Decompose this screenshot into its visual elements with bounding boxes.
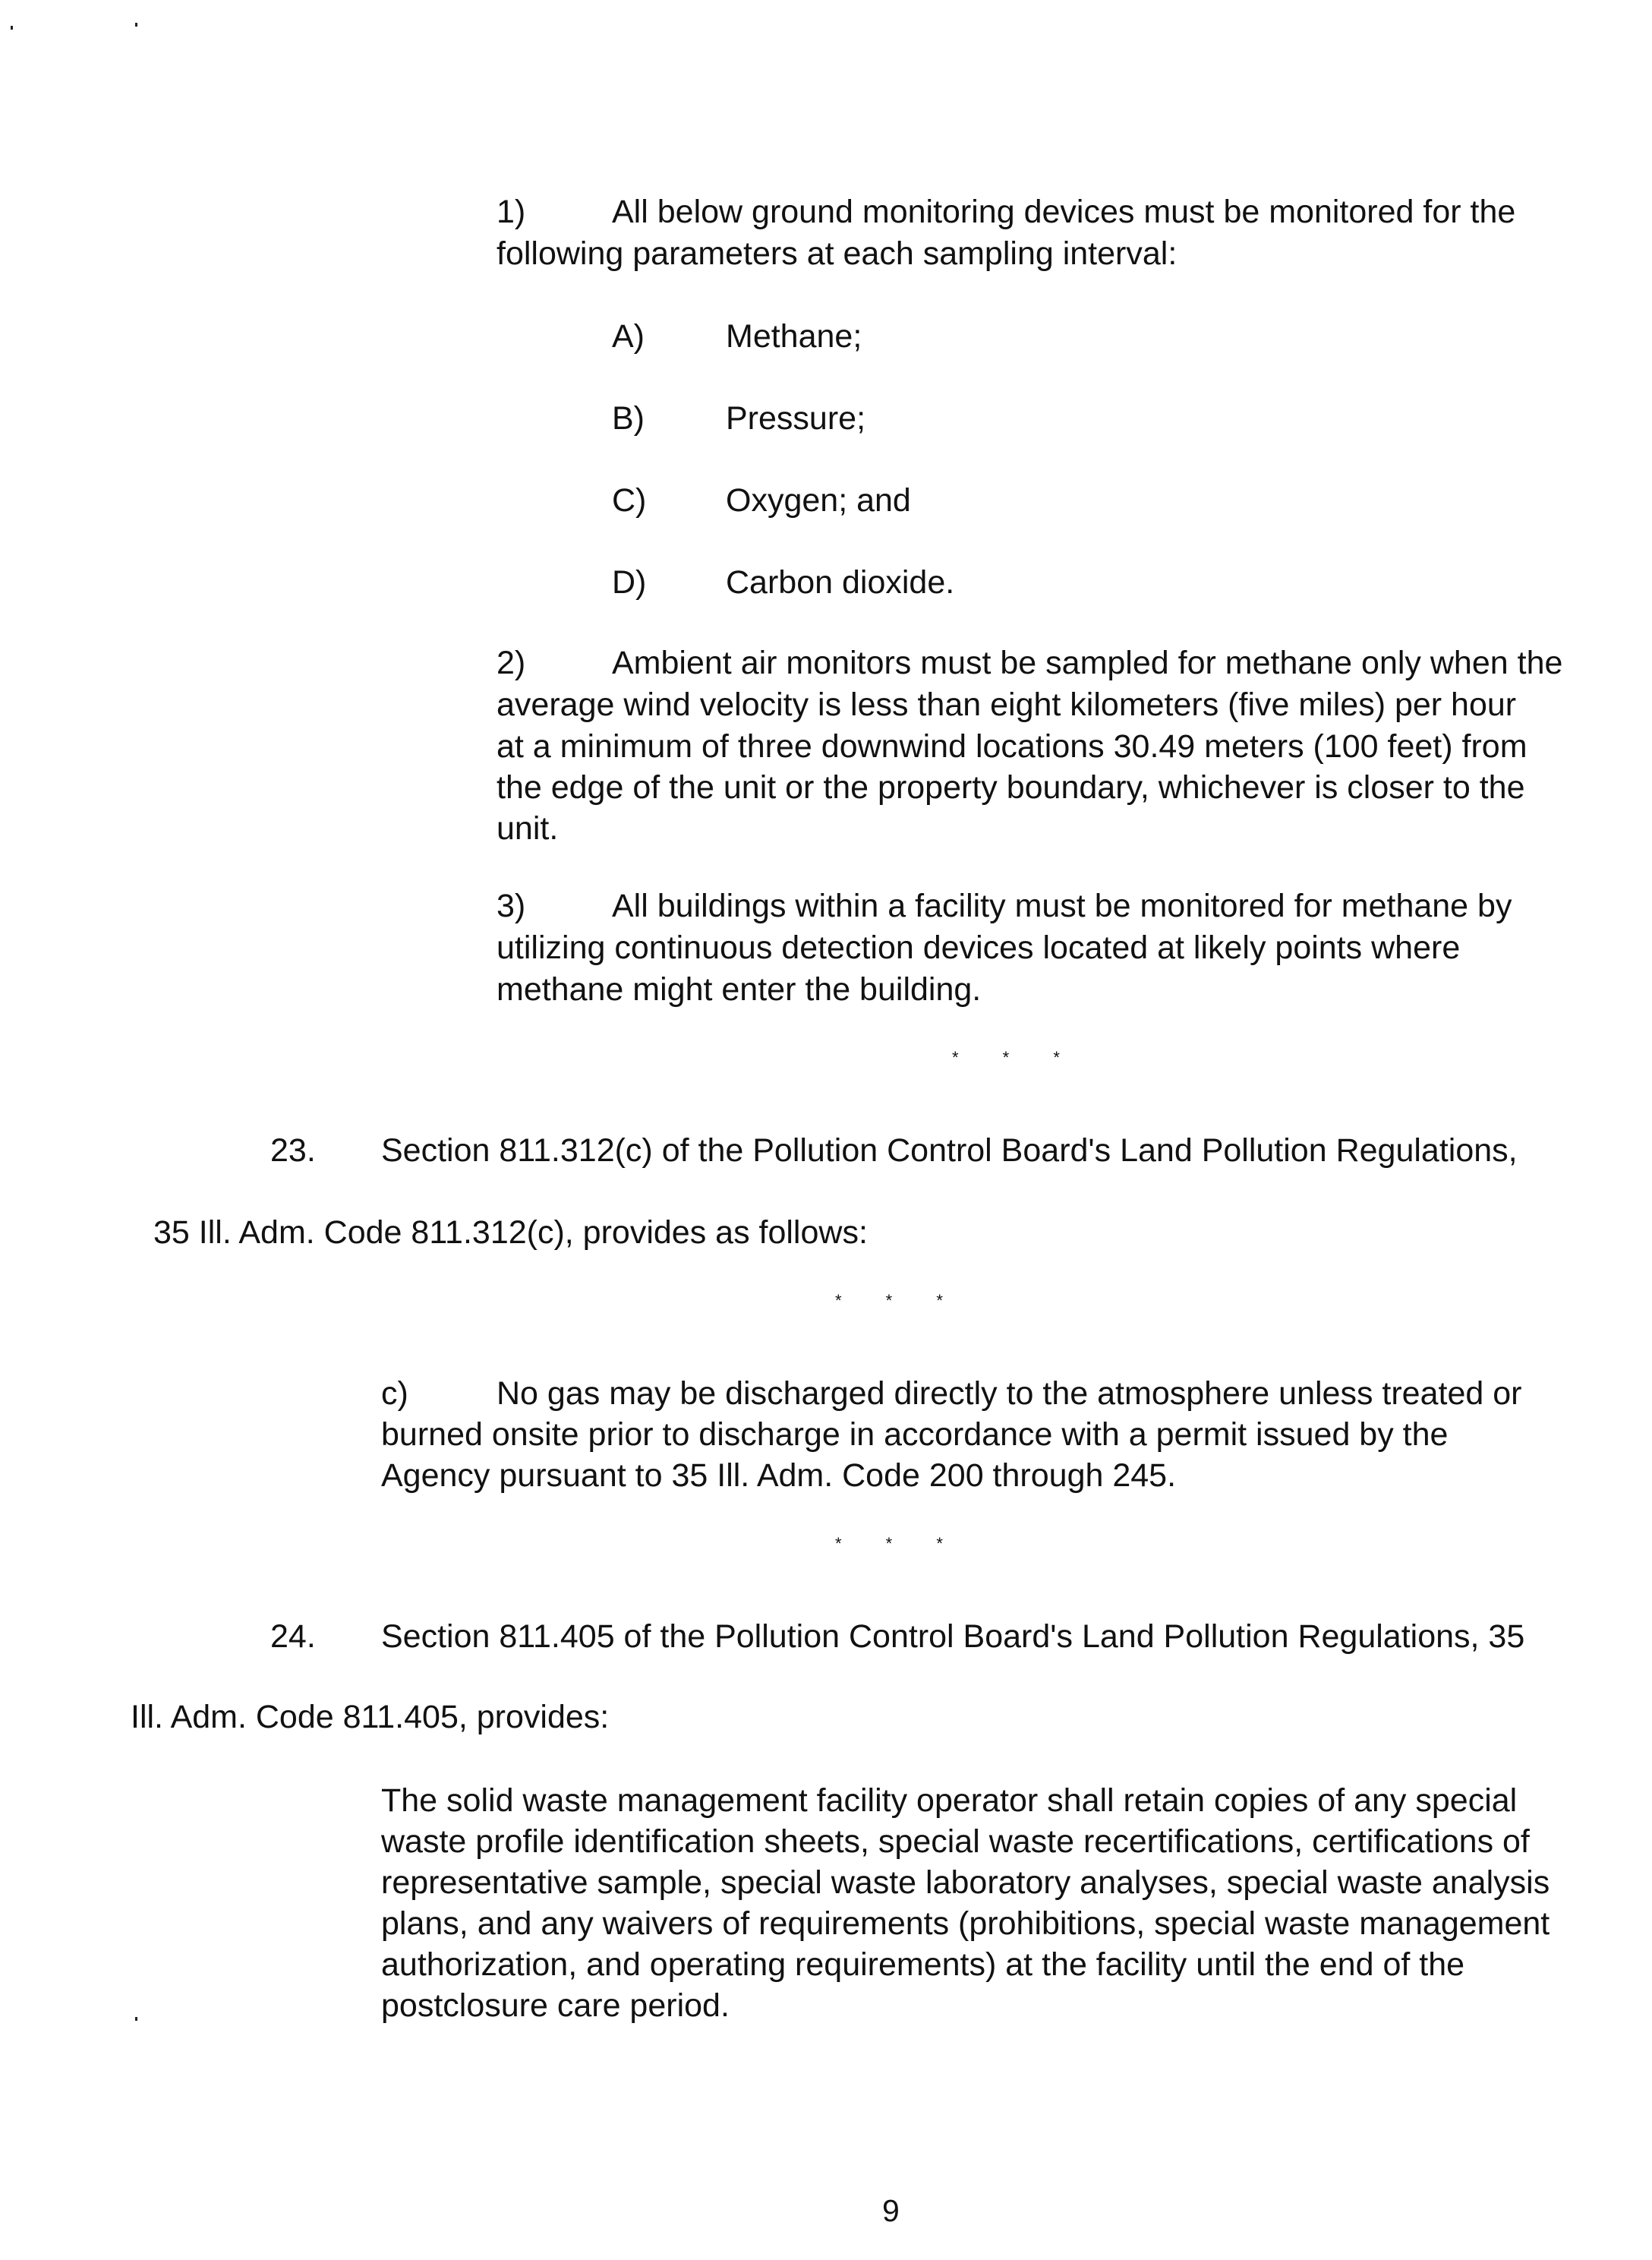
section-separator: * * * — [952, 1048, 1080, 1067]
item-number: c) — [381, 1375, 408, 1412]
text-line: 35 Ill. Adm. Code 811.312(c), provides as follows: — [153, 1214, 868, 1251]
text-line: Ambient air monitors must be sampled for methane only when the — [612, 645, 1563, 681]
text-line: representative sample, special waste laboratory analyses, special waste analysis — [381, 1864, 1550, 1901]
text-line: All below ground monitoring devices must be monitored for the — [612, 194, 1516, 230]
scan-speck — [11, 26, 13, 30]
text-line: Section 811.405 of the Pollution Control Board's Land Pollution Regulations, 35 — [381, 1618, 1525, 1655]
text-line: following parameters at each sampling interval: — [497, 235, 1178, 272]
text-line: utilizing continuous detection devices located at likely points where — [497, 930, 1461, 966]
text-line: plans, and any waivers of requirements (prohibitions, special waste management — [381, 1905, 1550, 1942]
page-number: 9 — [882, 2193, 900, 2228]
list-text: Oxygen; and — [726, 482, 911, 519]
section-separator: * * * — [835, 1291, 963, 1310]
text-line: authorization, and operating requirements) at the facility until the end of the — [381, 1946, 1465, 1983]
item-number: 1) — [497, 194, 526, 230]
list-text: Methane; — [726, 318, 862, 355]
paragraph-number: 23. — [270, 1132, 316, 1169]
text-line: the edge of the unit or the property boundary, whichever is closer to the — [497, 769, 1525, 806]
text-line: methane might enter the building. — [497, 971, 982, 1008]
text-line: Ill. Adm. Code 811.405, provides: — [131, 1699, 610, 1735]
text-line: Section 811.312(c) of the Pollution Control Board's Land Pollution Regulations, — [381, 1132, 1518, 1169]
text-line: The solid waste management facility operator shall retain copies of any special — [381, 1782, 1518, 1819]
text-line: average wind velocity is less than eight kilometers (five miles) per hour — [497, 687, 1517, 723]
scan-speck — [135, 2017, 137, 2021]
list-text: Carbon dioxide. — [726, 564, 955, 601]
list-label: B) — [612, 400, 645, 437]
list-label: A) — [612, 318, 645, 355]
text-line: No gas may be discharged directly to the atmosphere unless treated or — [497, 1375, 1522, 1412]
scan-speck — [135, 23, 137, 27]
text-line: unit. — [497, 810, 559, 847]
item-number: 3) — [497, 888, 526, 924]
text-line: postclosure care period. — [381, 1987, 730, 2024]
text-line: All buildings within a facility must be monitored for methane by — [612, 888, 1512, 924]
item-number: 2) — [497, 645, 526, 681]
list-text: Pressure; — [726, 400, 866, 437]
list-label: C) — [612, 482, 647, 519]
text-line: burned onsite prior to discharge in accordance with a permit issued by the — [381, 1416, 1449, 1453]
text-line: waste profile identification sheets, special waste recertifications, certifications of — [381, 1823, 1530, 1860]
text-line: Agency pursuant to 35 Ill. Adm. Code 200 through 245. — [381, 1457, 1177, 1494]
list-label: D) — [612, 564, 647, 601]
text-line: at a minimum of three downwind locations 30.49 meters (100 feet) from — [497, 728, 1527, 765]
paragraph-number: 24. — [270, 1618, 316, 1655]
section-separator: * * * — [835, 1534, 963, 1553]
